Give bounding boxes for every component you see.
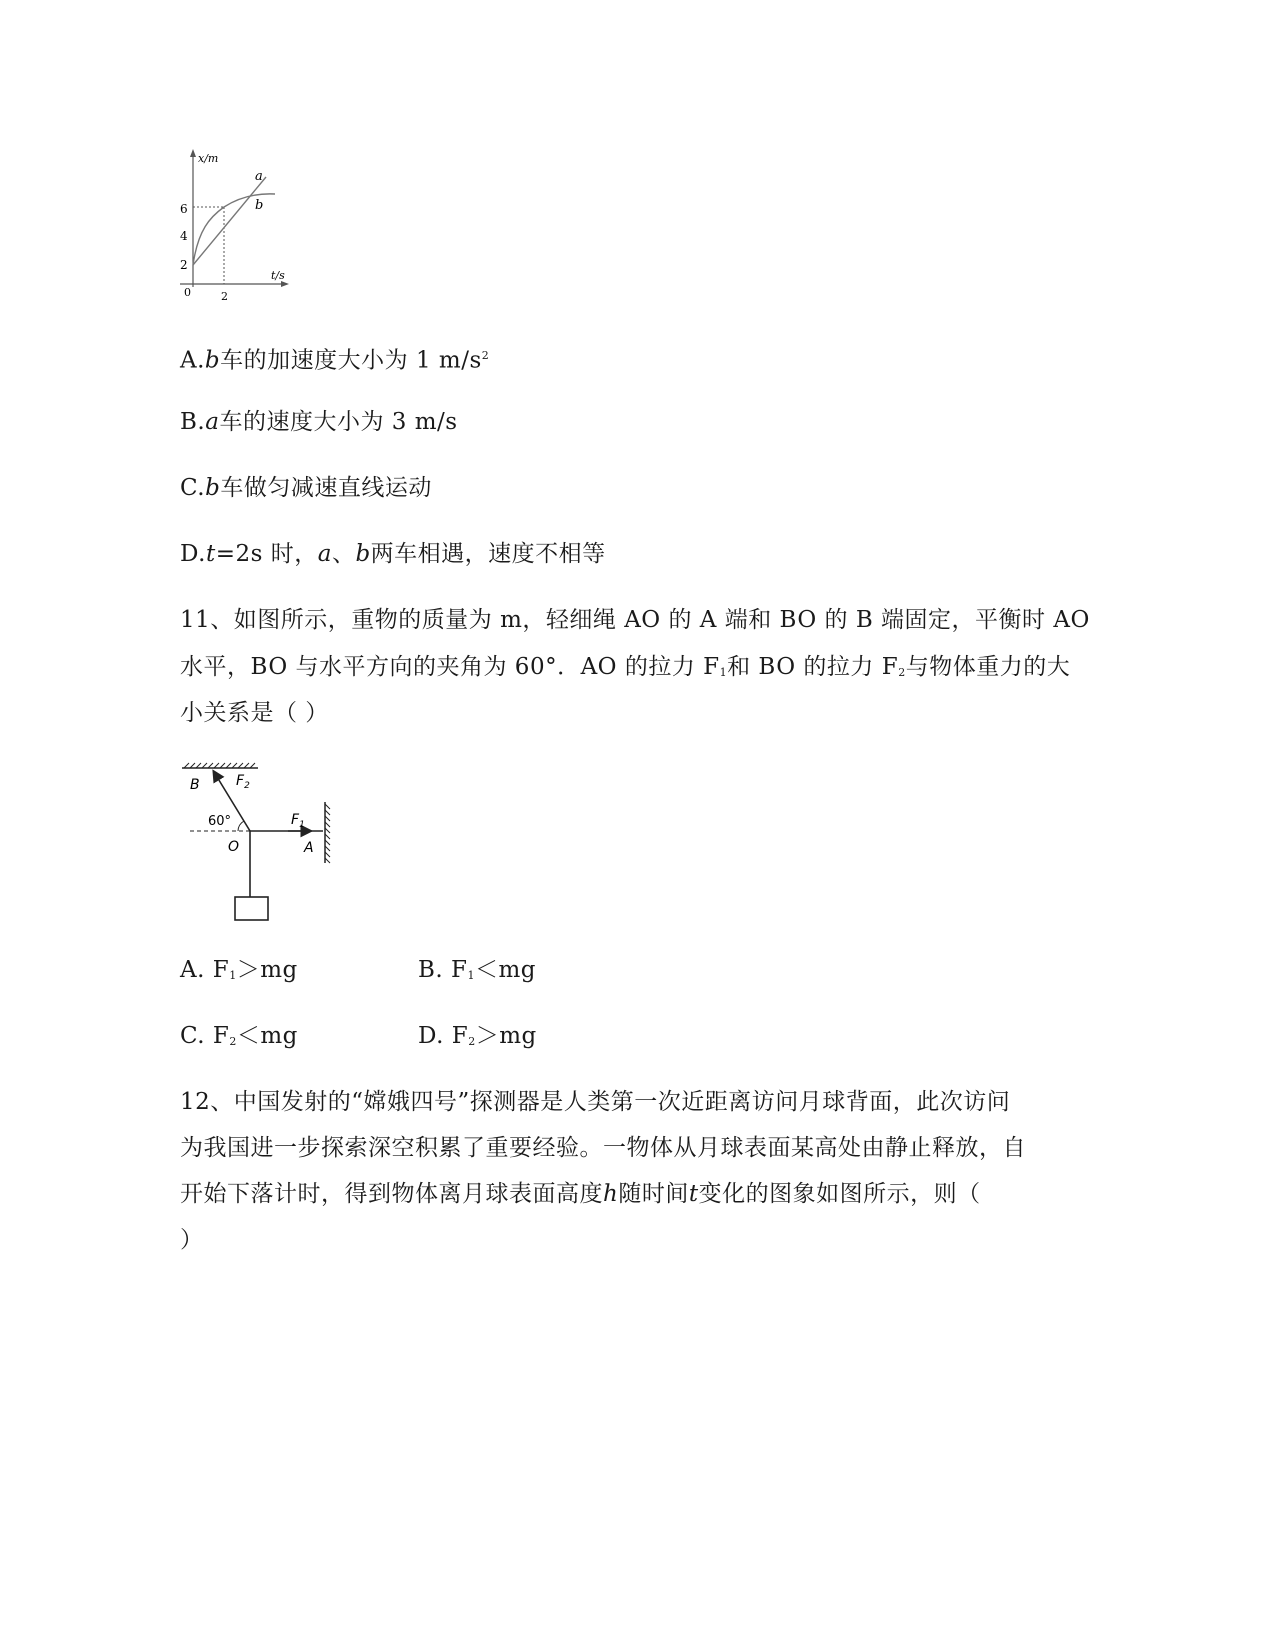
var-b: b [205, 475, 221, 501]
label-b: B [190, 777, 200, 793]
q12-stem-line3 [180, 1179, 981, 1209]
q10-option-b [180, 407, 458, 437]
var-h: h [603, 1181, 619, 1207]
y-tick-4: 4 [180, 229, 188, 243]
q11-stem-line3: 小关系是（ ） [180, 700, 329, 726]
option-text: 车做匀减速直线运动 [220, 475, 432, 501]
option-text: ＞mg [236, 957, 298, 983]
y-axis-arrow [190, 149, 196, 157]
q10-option-a [180, 341, 489, 376]
label-f2: $F_2$ [236, 773, 250, 791]
var-b: b [204, 347, 221, 374]
subscript: 1 [229, 969, 237, 982]
stem-text: 变化的图象如图所示，则（ [698, 1181, 981, 1207]
q11-option-d [418, 1021, 537, 1057]
stem-text: 与物体重力的大 [905, 654, 1071, 680]
origin-label: 0 [184, 286, 191, 299]
option-letter: B. [180, 409, 206, 435]
subscript: 1 [719, 666, 728, 679]
subscript: 2 [898, 666, 906, 679]
label-f1: $F_1$ [291, 812, 305, 830]
var-t: t [205, 541, 216, 567]
curve-b-label: b [255, 198, 264, 213]
var-t: t [688, 1181, 699, 1207]
label-angle: 60° [208, 814, 232, 829]
y-tick-6: 6 [180, 202, 188, 216]
option-text: =2s 时， [215, 541, 318, 567]
q11-option-a [180, 955, 298, 991]
q10-option-d [180, 539, 606, 569]
option-text: A. F [180, 957, 230, 983]
q12-stem-line4: ） [180, 1227, 204, 1253]
option-text: ＞mg [475, 1023, 537, 1049]
x-axis-label: t/s [271, 269, 285, 282]
option-text: D. F [418, 1023, 469, 1049]
q12-stem-line2: 为我国进一步探索深空积累了重要经验。一物体从月球表面某高处由静止释放，自 [180, 1135, 1026, 1161]
q10-option-c [180, 473, 432, 503]
curve-a [193, 177, 266, 265]
stem-text: 随时间 [618, 1181, 689, 1207]
q12-stem-line1: 12、中国发射的“嫦娥四号”探测器是人类第一次近距离访问月球背面，此次访问 [180, 1089, 1011, 1115]
stem-text: 开始下落计时，得到物体离月球表面高度 [180, 1181, 603, 1207]
mass-block [235, 897, 268, 920]
force-diagram [178, 760, 338, 930]
var-a: a [205, 409, 220, 435]
option-text: 车的加速度大小为 1 m/s [220, 347, 482, 374]
option-letter: C. [180, 475, 206, 501]
superscript: 2 [481, 349, 490, 362]
subscript: 1 [467, 969, 475, 982]
option-text: C. F [180, 1023, 230, 1049]
angle-arc [238, 821, 244, 831]
subscript: 2 [229, 1035, 237, 1048]
q11-option-b [418, 955, 536, 991]
q11-stem-line2 [180, 652, 1070, 688]
subscript: 2 [468, 1035, 476, 1048]
q11-stem-line1: 11、如图所示，重物的质量为 m，轻细绳 AO 的 A 端和 BO 的 B 端固定，平衡时 AO [180, 607, 1090, 633]
label-a: A [304, 840, 314, 856]
option-letter: D. [180, 541, 206, 567]
label-o: O [228, 839, 240, 855]
option-letter: A. [180, 347, 205, 374]
option-text: ＜mg [474, 957, 537, 983]
q11-option-c [180, 1021, 298, 1057]
var-a: a [317, 541, 332, 567]
y-axis-label: x/m [198, 152, 219, 165]
option-text: 、 [331, 541, 356, 567]
option-text: 车的速度大小为 3 m/s [219, 409, 458, 435]
stem-text: 水平，BO 与水平方向的夹角为 60°．AO 的拉力 F [180, 654, 720, 680]
curve-a-label: a [255, 169, 263, 184]
var-b: b [355, 541, 371, 567]
x-tick-2: 2 [221, 290, 228, 303]
stem-text: 和 BO 的拉力 F [727, 654, 899, 680]
option-text: B. F [418, 957, 468, 983]
y-tick-2: 2 [180, 258, 188, 272]
xt-graph [170, 145, 300, 310]
option-text: ＜mg [236, 1023, 298, 1049]
option-text: 两车相遇，速度不相等 [370, 541, 606, 567]
